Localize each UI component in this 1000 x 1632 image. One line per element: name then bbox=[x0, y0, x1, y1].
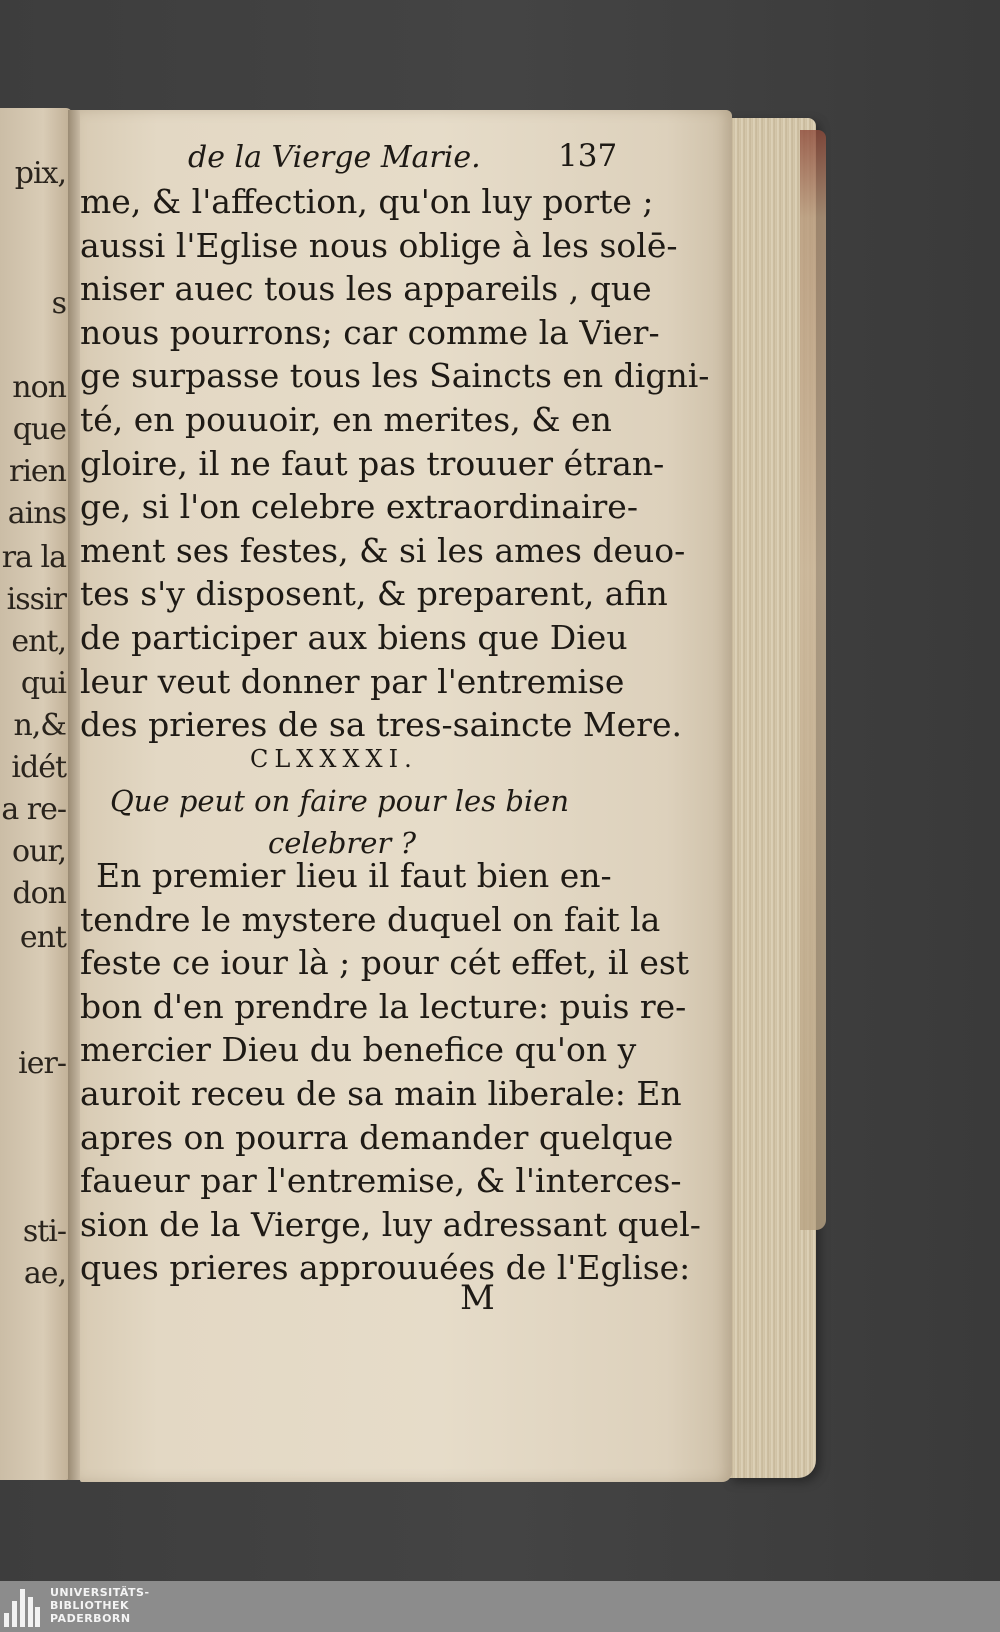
library-name-line: BIBLIOTHEK bbox=[50, 1599, 130, 1612]
text-line: apres on pourra demander quelque bbox=[80, 1117, 674, 1157]
left-fragment: ains bbox=[7, 496, 66, 531]
text-line: bon d'en prendre la lecture: puis re- bbox=[80, 986, 687, 1026]
left-fragment: a re- bbox=[1, 792, 66, 827]
edge-stain bbox=[800, 130, 826, 1230]
left-fragment: ent bbox=[19, 920, 66, 955]
library-footer bbox=[0, 1581, 1000, 1632]
text-line: de participer aux biens que Dieu bbox=[80, 617, 628, 657]
library-name-line: UNIVERSITÄTS- bbox=[50, 1586, 150, 1599]
text-line: me, & l'affection, qu'on luy porte ; bbox=[80, 182, 654, 221]
question-line: celebrer ? bbox=[268, 826, 417, 860]
text-line: aussi l'Eglise nous oblige à les solē- bbox=[80, 225, 678, 265]
text-line: mercier Dieu du benefice qu'on y bbox=[80, 1030, 637, 1070]
left-fragment: ae, bbox=[23, 1256, 66, 1291]
text-line: auroit receu de sa main liberale: En bbox=[80, 1073, 682, 1113]
text-line: feste ce iour là ; pour cét effet, il est bbox=[80, 943, 690, 983]
text-line: tes s'y disposent, & preparent, afin bbox=[80, 574, 668, 614]
previous-page-fragment bbox=[0, 108, 72, 1480]
left-fragment: ra la bbox=[1, 540, 66, 575]
section-number: CLXXXXI. bbox=[250, 745, 418, 773]
running-head: de la Vierge Marie. bbox=[188, 140, 481, 175]
text-line: ment ses festes, & si les ames deuo- bbox=[80, 530, 686, 570]
left-fragment: don bbox=[12, 876, 66, 911]
library-name-line: PADERBORN bbox=[50, 1612, 131, 1625]
left-fragment: s bbox=[51, 286, 66, 321]
left-fragment: pix, bbox=[14, 156, 66, 191]
text-line: En premier lieu il faut bien en- bbox=[96, 856, 612, 895]
left-fragment: ent, bbox=[11, 624, 66, 659]
left-fragment: rien bbox=[8, 454, 66, 489]
text-line: nous pourrons; car comme la Vier- bbox=[80, 312, 660, 352]
answer-text bbox=[80, 854, 701, 1290]
text-line: tendre le mystere duquel on fait la bbox=[80, 899, 661, 939]
question-heading bbox=[110, 780, 569, 864]
text-line: sion de la Vierge, luy adressant quel- bbox=[80, 1204, 701, 1244]
library-name bbox=[50, 1586, 150, 1625]
library-logo-icon bbox=[4, 1587, 40, 1627]
question-line: Que peut on faire pour les bien bbox=[110, 784, 570, 818]
catchword: M bbox=[460, 1278, 495, 1318]
text-line: niser auec tous les appareils , que bbox=[80, 269, 652, 309]
text-line: ge surpasse tous les Saincts en digni- bbox=[80, 356, 710, 396]
left-fragment: non bbox=[12, 370, 66, 405]
text-line: ge, si l'on celebre extraordinaire- bbox=[80, 487, 638, 527]
text-line: ques prieres approuuées de l'Eglise: bbox=[80, 1248, 691, 1288]
left-fragment: qui bbox=[20, 666, 66, 701]
text-line: gloire, il ne faut pas trouuer étran- bbox=[80, 443, 665, 483]
left-fragment: ier- bbox=[18, 1046, 66, 1081]
text-line: des prieres de sa tres-saincte Mere. bbox=[80, 705, 682, 745]
left-fragment: issir bbox=[6, 582, 66, 617]
left-fragment: sti- bbox=[22, 1214, 66, 1249]
left-fragment: n,& bbox=[13, 708, 66, 743]
text-line: té, en pouuoir, en merites, & en bbox=[80, 399, 612, 439]
left-fragment: que bbox=[12, 412, 66, 447]
body-text bbox=[80, 180, 709, 747]
page-number: 137 bbox=[558, 138, 618, 174]
text-line: faueur par l'entremise, & l'interces- bbox=[80, 1161, 682, 1201]
left-fragment: idét bbox=[11, 750, 66, 785]
left-fragment: our, bbox=[12, 834, 66, 869]
text-line: leur veut donner par l'entremise bbox=[80, 661, 625, 701]
